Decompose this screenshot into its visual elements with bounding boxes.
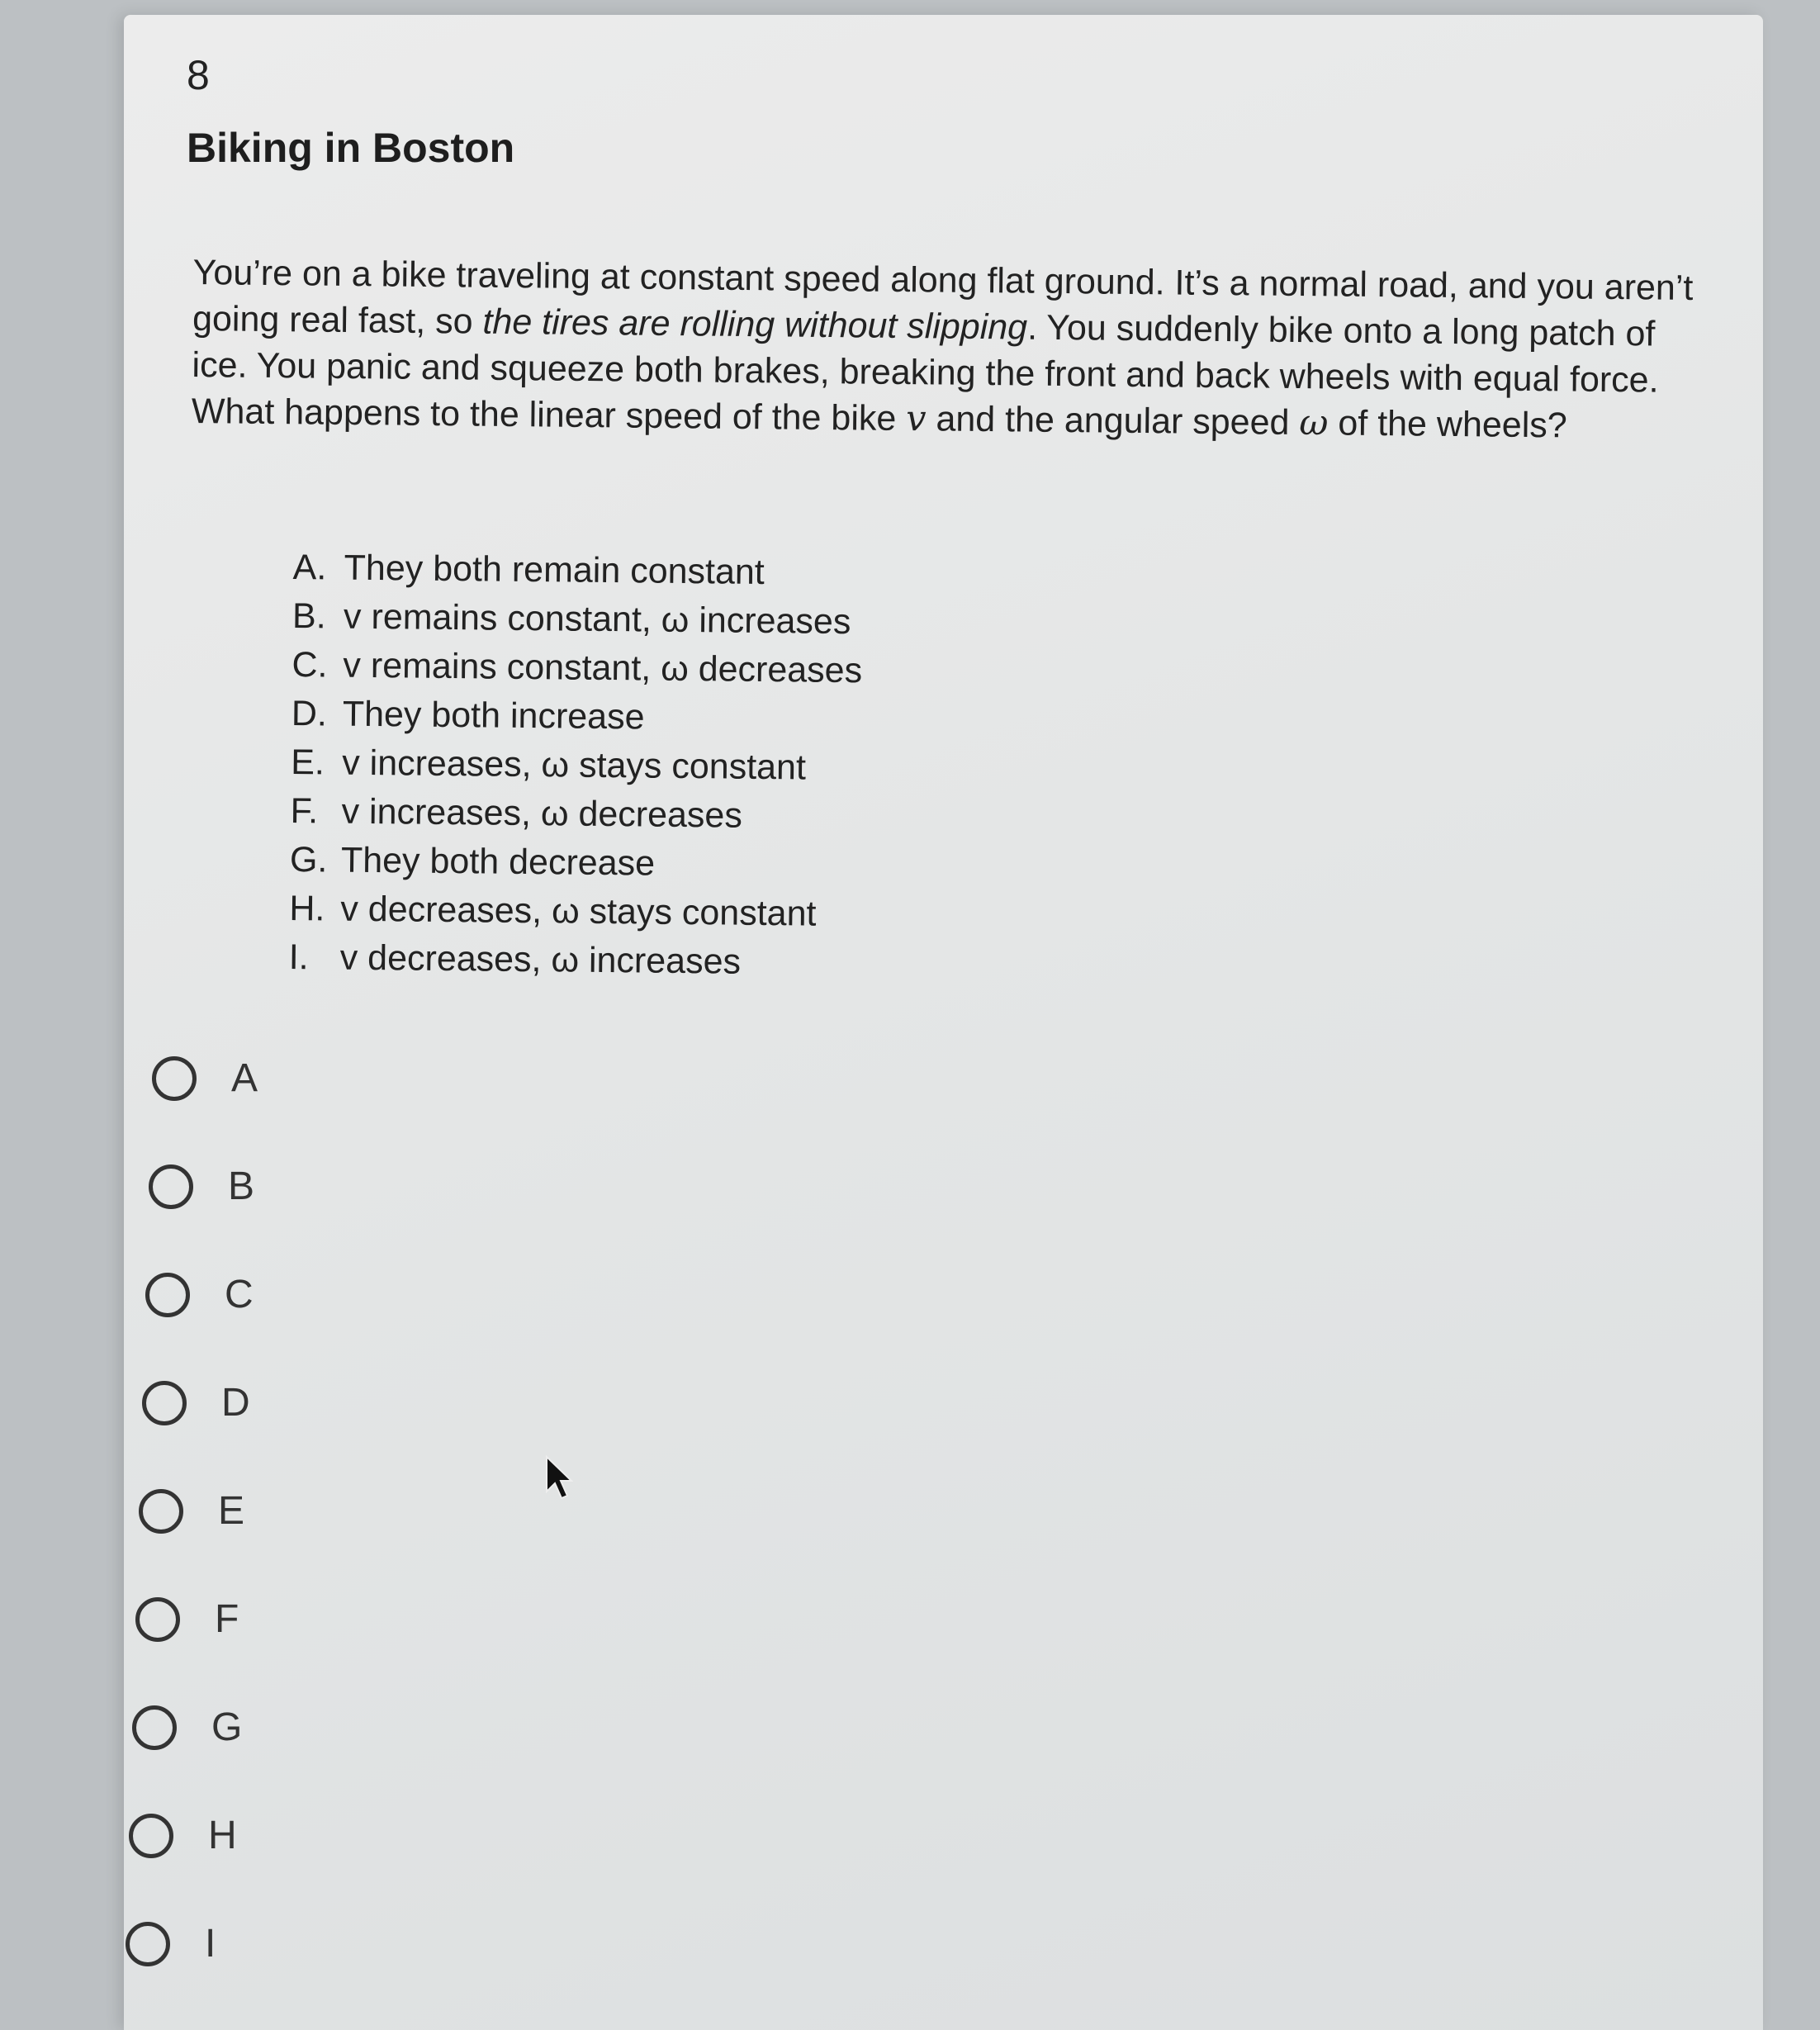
choice-letter: C. — [291, 644, 328, 685]
choice-text: v remains constant, ω decreases — [343, 645, 863, 691]
answer-option-e[interactable] — [139, 1457, 258, 1565]
answer-option-a[interactable] — [152, 1024, 258, 1132]
choice-item-d — [291, 690, 862, 744]
choice-item-a — [292, 543, 863, 598]
answer-label: F — [215, 1597, 239, 1641]
answer-option-f[interactable] — [135, 1565, 258, 1673]
choice-letter: I. — [288, 937, 309, 978]
radio-button-icon[interactable] — [142, 1381, 187, 1425]
question-title: Biking in Boston — [187, 125, 515, 171]
prompt-italic: the tires are rolling without slipping — [482, 301, 1028, 348]
answer-options — [124, 1024, 258, 1998]
radio-button-icon[interactable] — [135, 1597, 180, 1642]
choice-item-c — [291, 641, 862, 695]
mouse-pointer-icon — [545, 1455, 573, 1501]
answer-option-g[interactable] — [132, 1673, 258, 1781]
choice-item-h — [289, 885, 860, 939]
choice-text: v increases, ω stays constant — [341, 742, 807, 788]
answer-label: G — [211, 1705, 243, 1749]
choice-text: v remains constant, ω increases — [343, 596, 851, 643]
answer-option-d[interactable] — [142, 1349, 258, 1457]
radio-button-icon[interactable] — [132, 1705, 177, 1750]
answer-label: H — [208, 1814, 237, 1857]
choice-letter: B. — [291, 595, 326, 637]
answer-label: E — [218, 1489, 245, 1533]
answer-label: D — [221, 1381, 250, 1425]
prompt-text-2: . You suddenly bike onto a long patch of ice. You panic and squeeze both brakes, breaking the front and back wheels with equal force. What happens to the linear speed of the bike — [191, 307, 1659, 439]
answer-label: B — [228, 1164, 255, 1208]
answer-label: I — [205, 1922, 216, 1966]
choice-text: v decreases, ω increases — [339, 937, 742, 982]
choice-text: They both increase — [342, 694, 645, 738]
answer-option-c[interactable] — [145, 1240, 258, 1349]
choice-text: They both remain constant — [344, 548, 765, 592]
choice-letter: H. — [289, 888, 325, 929]
answer-option-b[interactable] — [149, 1132, 258, 1240]
radio-button-icon[interactable] — [149, 1164, 193, 1209]
symbol-v: v — [905, 398, 927, 440]
answer-option-i[interactable] — [126, 1890, 258, 1998]
choice-item-b — [292, 592, 863, 647]
choice-letter: D. — [291, 693, 328, 734]
choice-text: v increases, ω decreases — [341, 791, 743, 836]
choice-item-i — [288, 933, 859, 988]
choice-list — [288, 543, 863, 988]
symbol-omega: ω — [1299, 402, 1329, 444]
radio-button-icon[interactable] — [139, 1489, 183, 1534]
prompt-text-4: of the wheels? — [1328, 403, 1567, 446]
answer-label: C — [225, 1273, 254, 1316]
question-number: 8 — [187, 52, 210, 98]
prompt-text-1: You’re on a bike traveling at constant speed along flat ground. It’s a normal road, and you aren’t going real fast, so — [192, 252, 1694, 342]
radio-button-icon[interactable] — [145, 1273, 190, 1317]
prompt-text-3: and the angular speed — [926, 399, 1300, 443]
question-prompt — [192, 249, 1704, 450]
choice-letter: A. — [292, 547, 327, 588]
choice-letter: G. — [289, 839, 328, 880]
answer-label: A — [231, 1056, 258, 1100]
choice-item-e — [291, 738, 861, 793]
answer-option-h[interactable] — [129, 1781, 258, 1890]
radio-button-icon[interactable] — [126, 1922, 170, 1966]
choice-item-f — [290, 787, 860, 842]
radio-button-icon[interactable] — [152, 1056, 197, 1101]
choice-text: v decreases, ω stays constant — [340, 889, 817, 934]
choice-item-g — [290, 836, 860, 890]
choice-letter: E. — [290, 742, 325, 783]
choice-letter: F. — [290, 790, 319, 832]
radio-button-icon[interactable] — [129, 1814, 173, 1858]
choice-text: They both decrease — [340, 840, 656, 884]
